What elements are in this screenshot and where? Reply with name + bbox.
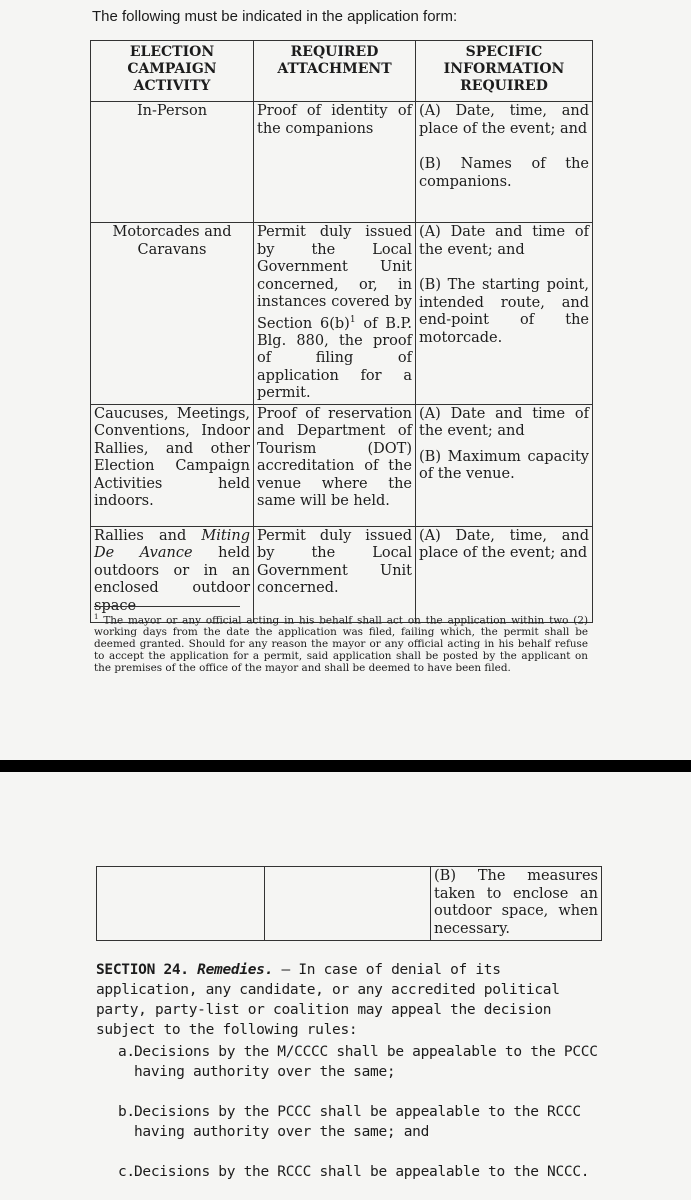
- activity-cell: [91, 526, 254, 622]
- attachment-text-cont: of B.P. Blg. 880, the proof of filing of application for a permit.: [257, 315, 412, 402]
- attachment-text: Permit duly issued by the Local Government Unit concerned, or, in instances covered by Section 6(b): [257, 224, 412, 332]
- activity-text-cont: held outdoors or in an enclosed outdoor space: [94, 545, 250, 614]
- info-cell: [416, 404, 593, 526]
- activity-text: Rallies and: [94, 527, 202, 544]
- table-row: [91, 102, 593, 223]
- section-title: Remedies.: [197, 962, 274, 978]
- activity-cell: In-Person: [91, 102, 254, 223]
- activity-italic: Miting De Avance: [94, 527, 250, 562]
- rule-marker: b.: [118, 1104, 135, 1120]
- rule-marker: c.: [118, 1164, 135, 1180]
- attachment-cell: Proof of identity of the companions: [254, 102, 416, 223]
- section-label: SECTION 24.: [96, 962, 189, 978]
- info-a: (A) Date, time, and place of the event; and: [419, 103, 589, 137]
- activity-cell: Motorcades and Caravans: [91, 223, 254, 405]
- rule-text: Decisions by the M/CCCC shall be appealable to the PCCC having authority over the same;: [134, 1044, 598, 1080]
- table-header-row: [91, 41, 593, 102]
- footnote: [94, 612, 588, 674]
- header-attachment: REQUIRED ATTACHMENT: [254, 41, 416, 102]
- rule-marker: a.: [118, 1044, 135, 1060]
- attachment-cell: Permit duly issued by the Local Government Unit concerned.: [254, 526, 416, 622]
- attachment-cell: [265, 867, 431, 941]
- table-row: [97, 867, 602, 941]
- info-a: (A) Date, time, and place of the event; and: [419, 527, 589, 562]
- rule-item: [118, 1102, 608, 1142]
- info-cell: [416, 526, 593, 622]
- info-cell: [416, 102, 593, 223]
- header-activity: ELECTION CAMPAIGN ACTIVITY: [91, 41, 254, 102]
- info-b: (B) The starting point, intended route, and end-point of the motorcade.: [419, 277, 589, 346]
- info-a: (A) Date and time of the event; and: [419, 224, 589, 258]
- footnote-divider: [94, 606, 240, 607]
- footnote-ref: 1: [349, 314, 356, 325]
- continued-table: [96, 866, 602, 941]
- rule-item: [118, 1042, 608, 1082]
- document-page-2: [0, 772, 691, 1200]
- info-b: (B) The measures taken to enclose an outdoor space, when necessary.: [434, 868, 598, 937]
- header-info: SPECIFIC INFORMATION REQUIRED: [416, 41, 593, 102]
- info-b: (B) Names of the companions.: [419, 156, 589, 190]
- attachment-cell: [254, 223, 416, 405]
- info-cell: [416, 223, 593, 405]
- footnote-mark: 1: [94, 613, 99, 621]
- rule-text: Decisions by the RCCC shall be appealable to the NCCC.: [134, 1164, 590, 1180]
- rule-item: [118, 1162, 608, 1182]
- table-row: [91, 404, 593, 526]
- activity-cell: Caucuses, Meetings, Conventions, Indoor Rallies, and other Election Campaign Activities held indoors.: [91, 404, 254, 526]
- info-cell: [431, 867, 602, 941]
- footnote-text: The mayor or any official acting in his behalf shall act on the application within two (2) working days from the date the application was filed, failing which, the permit shall be deemed granted. Should for any reason the mayor or any official acting in his behalf refuse to accept the application for a permit, said application shall be posted by the applicant on the premises of the office of the mayor and shall be deemed to have been filed.: [94, 614, 589, 674]
- info-a: (A) Date and time of the event; and: [419, 405, 589, 440]
- requirements-table: [90, 40, 593, 623]
- attachment-cell: Proof of reservation and Department of Tourism (DOT) accreditation of the venue where the same will be held.: [254, 404, 416, 526]
- info-b: (B) Maximum capacity of the venue.: [419, 448, 589, 483]
- section-24: [96, 960, 602, 1040]
- table-row: [91, 223, 593, 405]
- section-text: – In case of denial of its application, any candidate, or any accredited political party, party-list or coalition may appeal the decision subject to the following rules:: [96, 962, 560, 1038]
- activity-cell: [97, 867, 265, 941]
- rule-text: Decisions by the PCCC shall be appealable to the RCCC having authority over the same; and: [134, 1104, 581, 1140]
- table-row: [91, 526, 593, 622]
- page-heading: The following must be indicated in the application form:: [92, 8, 458, 25]
